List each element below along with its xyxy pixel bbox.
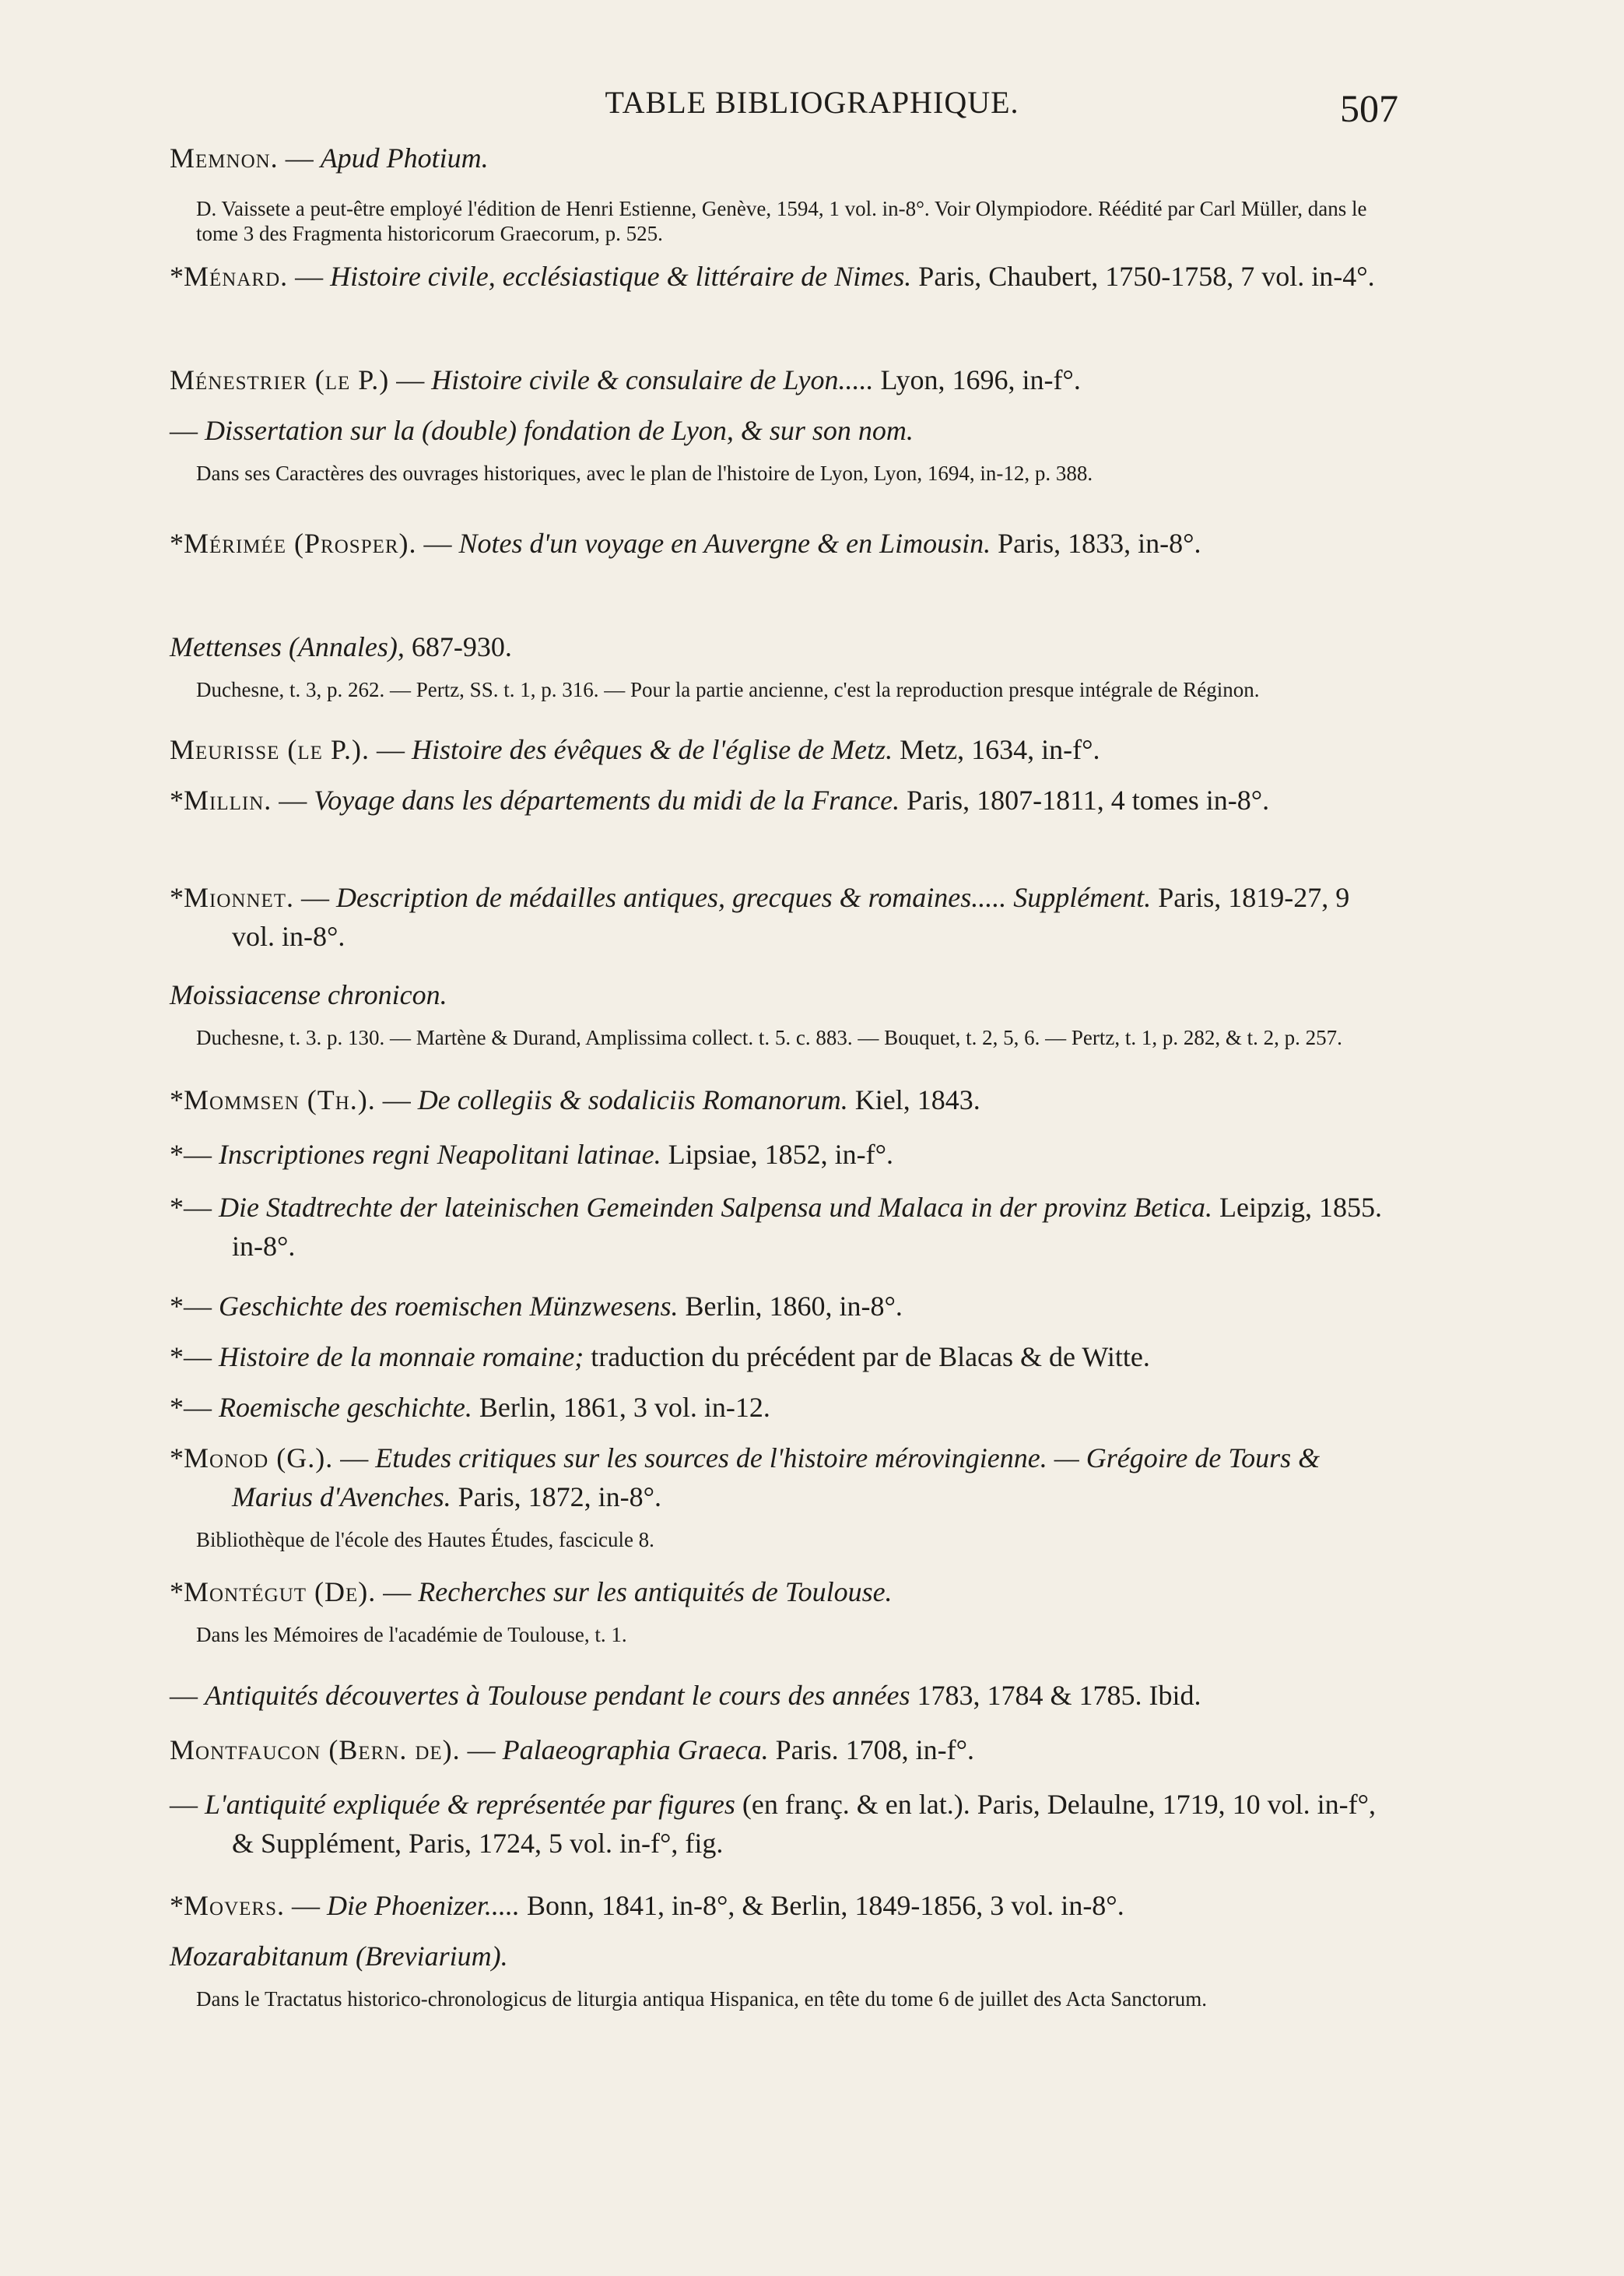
entry-title: Die Phoenizer..... bbox=[326, 1890, 520, 1921]
entry-title: Mozarabitanum (Breviarium). bbox=[170, 1941, 508, 1972]
entry-title: De collegiis & sodaliciis Romanorum. bbox=[417, 1084, 848, 1115]
entry-title: Palaeographia Graeca. bbox=[502, 1734, 769, 1765]
entry-publication: Paris, 1819-27, 9 vol. in-8°. bbox=[232, 882, 1350, 952]
bibliography-entry bbox=[170, 1937, 1399, 2011]
entry-title: Roemische geschichte. bbox=[219, 1392, 472, 1423]
bibliography-entry: — L'antiquité expliquée & représentée par figures (en franç. & en lat.). Paris, Delaulne, 1719, 10 vol. in-f°, & Supplément, Paris, 1724, 5 vol. in-f°, fig. bbox=[170, 1789, 1377, 1859]
entry-title: Description de médailles antiques, grecques & romaines..... Supplément. bbox=[336, 882, 1152, 913]
entry-note: Dans le Tractatus historico-chronologicus de liturgia antiqua Hispanica, en tête du tome 6 de juillet des Acta Sanctorum. bbox=[196, 1987, 1207, 2011]
entry-note: Duchesne, t. 3, p. 262. — Pertz, SS. t. 1, p. 316. — Pour la partie ancienne, c'est la reproduction presque intégrale de Réginon. bbox=[196, 678, 1260, 701]
entry-publication: Lyon, 1696, in-f°. bbox=[873, 364, 1081, 395]
bibliography-entry: *Mionnet. — Description de médailles antiques, grecques & romaines..... Supplément. Paris, 1819-27, 9 vol. in-8°. bbox=[170, 882, 1350, 952]
entry-author: Ménestrier (le P.) bbox=[170, 364, 390, 395]
entry-author: Montégut (De). bbox=[184, 1576, 377, 1607]
entry-title: Histoire civile & consulaire de Lyon..... bbox=[431, 364, 874, 395]
entry-note: Bibliothèque de l'école des Hautes Études, fascicule 8. bbox=[196, 1528, 654, 1551]
entry-title: Histoire des évêques & de l'église de Metz. bbox=[411, 734, 893, 765]
entry-publication: Paris. 1708, in-f°. bbox=[768, 1734, 974, 1765]
entry-title: Notes d'un voyage en Auvergne & en Limousin. bbox=[458, 528, 991, 559]
bibliography-entry: *Ménard. — Histoire civile, ecclésiastique & littéraire de Nimes. Paris, Chaubert, 1750-1758, 7 vol. in-4°. bbox=[170, 261, 1375, 292]
bibliography-entry: *Movers. — Die Phoenizer..... Bonn, 1841, in-8°, & Berlin, 1849-1856, 3 vol. in-8°. bbox=[170, 1890, 1124, 1921]
bibliography-entry: *Monod (G.). — Etudes critiques sur les sources de l'histoire mérovingienne. — Grégoire de Tours & Marius d'Avenches. Paris, 1872, in-8°. Bibliothèque de l'école des Hautes Études, fascicule 8. bbox=[170, 1438, 1399, 1552]
bibliography-entry: *— Geschichte des roemischen Münzwesens. Berlin, 1860, in-8°. bbox=[170, 1291, 903, 1322]
entry-publication: (en franç. & en lat.). Paris, Delaulne, 1719, 10 vol. in-f°, & Supplément, Paris, 1724, 5 vol. in-f°, fig. bbox=[232, 1789, 1377, 1859]
entry-title: Histoire de la monnaie romaine; bbox=[219, 1341, 584, 1372]
entry-title: Inscriptiones regni Neapolitani latinae. bbox=[219, 1139, 661, 1170]
entry-title: Dissertation sur la (double) fondation de Lyon, & sur son nom. bbox=[205, 415, 914, 446]
entry-title: L'antiquité expliquée & représentée par figures bbox=[205, 1789, 735, 1820]
entry-note: Dans ses Caractères des ouvrages historiques, avec le plan de l'histoire de Lyon, Lyon, 1694, in-12, p. 388. bbox=[196, 462, 1093, 485]
running-header: TABLE BIBLIOGRAPHIQUE. bbox=[605, 85, 1019, 120]
entry-title: Etudes critiques sur les sources de l'histoire mérovingienne. — Grégoire de Tours & Marius d'Avenches. bbox=[232, 1442, 1321, 1512]
entry-publication: Berlin, 1860, in-8°. bbox=[678, 1291, 903, 1322]
entry-publication: Leipzig, 1855. in-8°. bbox=[232, 1192, 1382, 1262]
entry-publication: Paris, 1833, in-8°. bbox=[991, 528, 1201, 559]
bibliography-entry: Ménestrier (le P.) — Histoire civile & consulaire de Lyon..... Lyon, 1696, in-f°. bbox=[170, 364, 1081, 395]
entry-title: Histoire civile, ecclésiastique & littéraire de Nimes. bbox=[330, 261, 912, 292]
entry-title: Moissiacense chronicon. bbox=[170, 979, 447, 1010]
entry-note: D. Vaissete a peut-être employé l'édition de Henri Estienne, Genève, 1594, 1 vol. in-8°. Voir Olympiodore. Réédité par Carl Müller, dans le tome 3 des Fragmenta historicorum Graecorum, p. 525. bbox=[196, 197, 1367, 245]
entry-author: Ménard. bbox=[184, 261, 289, 292]
entry-author: Mionnet. bbox=[184, 882, 295, 913]
entry-author: Mommsen (Th.). bbox=[184, 1084, 376, 1115]
entry-publication: Lipsiae, 1852, in-f°. bbox=[661, 1139, 893, 1170]
entry-publication: Kiel, 1843. bbox=[847, 1084, 980, 1115]
bibliography-entry: Memnon. — Apud Photium. D. Vaissete a peut-être employé l'édition de Henri Estienne, Genève, 1594, 1 vol. in-8°. Voir Olympiodore. Réédité par Carl Müller, dans le tome 3 des Fragmenta historicorum Graecorum, p. 525. bbox=[170, 139, 1399, 246]
bibliography-entry: Meurisse (le P.). — Histoire des évêques & de l'église de Metz. Metz, 1634, in-f°. bbox=[170, 734, 1100, 765]
bibliography-entry bbox=[170, 975, 1399, 1050]
bibliography-entry: *Millin. — Voyage dans les départements du midi de la France. Paris, 1807-1811, 4 tomes in-8°. bbox=[170, 785, 1270, 816]
entry-publication: Paris, 1807-1811, 4 tomes in-8°. bbox=[900, 785, 1270, 816]
entry-publication: Berlin, 1861, 3 vol. in-12. bbox=[472, 1392, 770, 1423]
bibliography-entry: *Mommsen (Th.). — De collegiis & sodaliciis Romanorum. Kiel, 1843. bbox=[170, 1084, 980, 1115]
bibliography-entry: *— Histoire de la monnaie romaine; traduction du précédent par de Blacas & de Witte. bbox=[170, 1341, 1150, 1372]
bibliography-entry bbox=[170, 627, 1399, 702]
bibliography-entry: *— Roemische geschichte. Berlin, 1861, 3 vol. in-12. bbox=[170, 1392, 770, 1423]
entry-author: Mérimée (Prosper). bbox=[184, 528, 417, 559]
bibliography-entry: *— Inscriptiones regni Neapolitani latinae. Lipsiae, 1852, in-f°. bbox=[170, 1139, 893, 1170]
entry-note: Dans les Mémoires de l'académie de Toulouse, t. 1. bbox=[196, 1623, 627, 1646]
entry-title: Recherches sur les antiquités de Toulouse. bbox=[418, 1576, 893, 1607]
entry-author: Millin. bbox=[184, 785, 272, 816]
entry-publication: Paris, 1872, in-8°. bbox=[451, 1481, 662, 1512]
entry-title: Mettenses (Annales), bbox=[170, 631, 405, 662]
entry-author: Meurisse (le P.). bbox=[170, 734, 370, 765]
entry-publication: Bonn, 1841, in-8°, & Berlin, 1849-1856, 3 vol. in-8°. bbox=[519, 1890, 1124, 1921]
entry-publication: Metz, 1634, in-f°. bbox=[893, 734, 1100, 765]
entry-publication: traduction du précédent par de Blacas & de Witte. bbox=[584, 1341, 1150, 1372]
bibliography-entry: — Dissertation sur la (double) fondation de Lyon, & sur son nom. Dans ses Caractères des ouvrages historiques, avec le plan de l'histoire de Lyon, Lyon, 1694, in-12, p. 388. bbox=[170, 411, 1399, 486]
entry-publication: 1783, 1784 & 1785. Ibid. bbox=[910, 1680, 1201, 1711]
entry-author: Monod (G.). bbox=[184, 1442, 334, 1473]
bibliography-entry: *Montégut (De). — Recherches sur les antiquités de Toulouse. Dans les Mémoires de l'académie de Toulouse, t. 1. bbox=[170, 1572, 1399, 1647]
bibliography-entry: Montfaucon (Bern. de). — Palaeographia Graeca. Paris. 1708, in-f°. bbox=[170, 1734, 974, 1765]
entry-title: Voyage dans les départements du midi de la France. bbox=[314, 785, 900, 816]
entry-publication: Paris, Chaubert, 1750-1758, 7 vol. in-4°. bbox=[911, 261, 1375, 292]
entry-title: Antiquités découvertes à Toulouse pendant le cours des années bbox=[205, 1680, 910, 1711]
entry-publication: 687-930. bbox=[404, 631, 512, 662]
bibliography-entry: — Antiquités découvertes à Toulouse pendant le cours des années 1783, 1784 & 1785. Ibid. bbox=[170, 1680, 1201, 1711]
entry-note: Duchesne, t. 3. p. 130. — Martène & Durand, Amplissima collect. t. 5. c. 883. — Bouquet, t. 2, 5, 6. — Pertz, t. 1, p. 282, & t. 2, p. 257. bbox=[196, 1026, 1342, 1049]
entry-title: Geschichte des roemischen Münzwesens. bbox=[219, 1291, 679, 1322]
entry-author: Movers. bbox=[184, 1890, 285, 1921]
entry-title: Die Stadtrechte der lateinischen Gemeinden Salpensa und Malaca in der provinz Betica. bbox=[219, 1192, 1213, 1223]
entry-author: Montfaucon (Bern. de). bbox=[170, 1734, 461, 1765]
entry-author: Memnon. bbox=[170, 142, 279, 174]
page-number: 507 bbox=[1340, 86, 1398, 130]
entry-title: Apud Photium. bbox=[320, 142, 489, 174]
bibliography-entry: *Mérimée (Prosper). — Notes d'un voyage en Auvergne & en Limousin. Paris, 1833, in-8°. bbox=[170, 528, 1201, 559]
bibliography-entry: *— Die Stadtrechte der lateinischen Gemeinden Salpensa und Malaca in der provinz Betica. Leipzig, 1855. in-8°. bbox=[170, 1192, 1382, 1262]
